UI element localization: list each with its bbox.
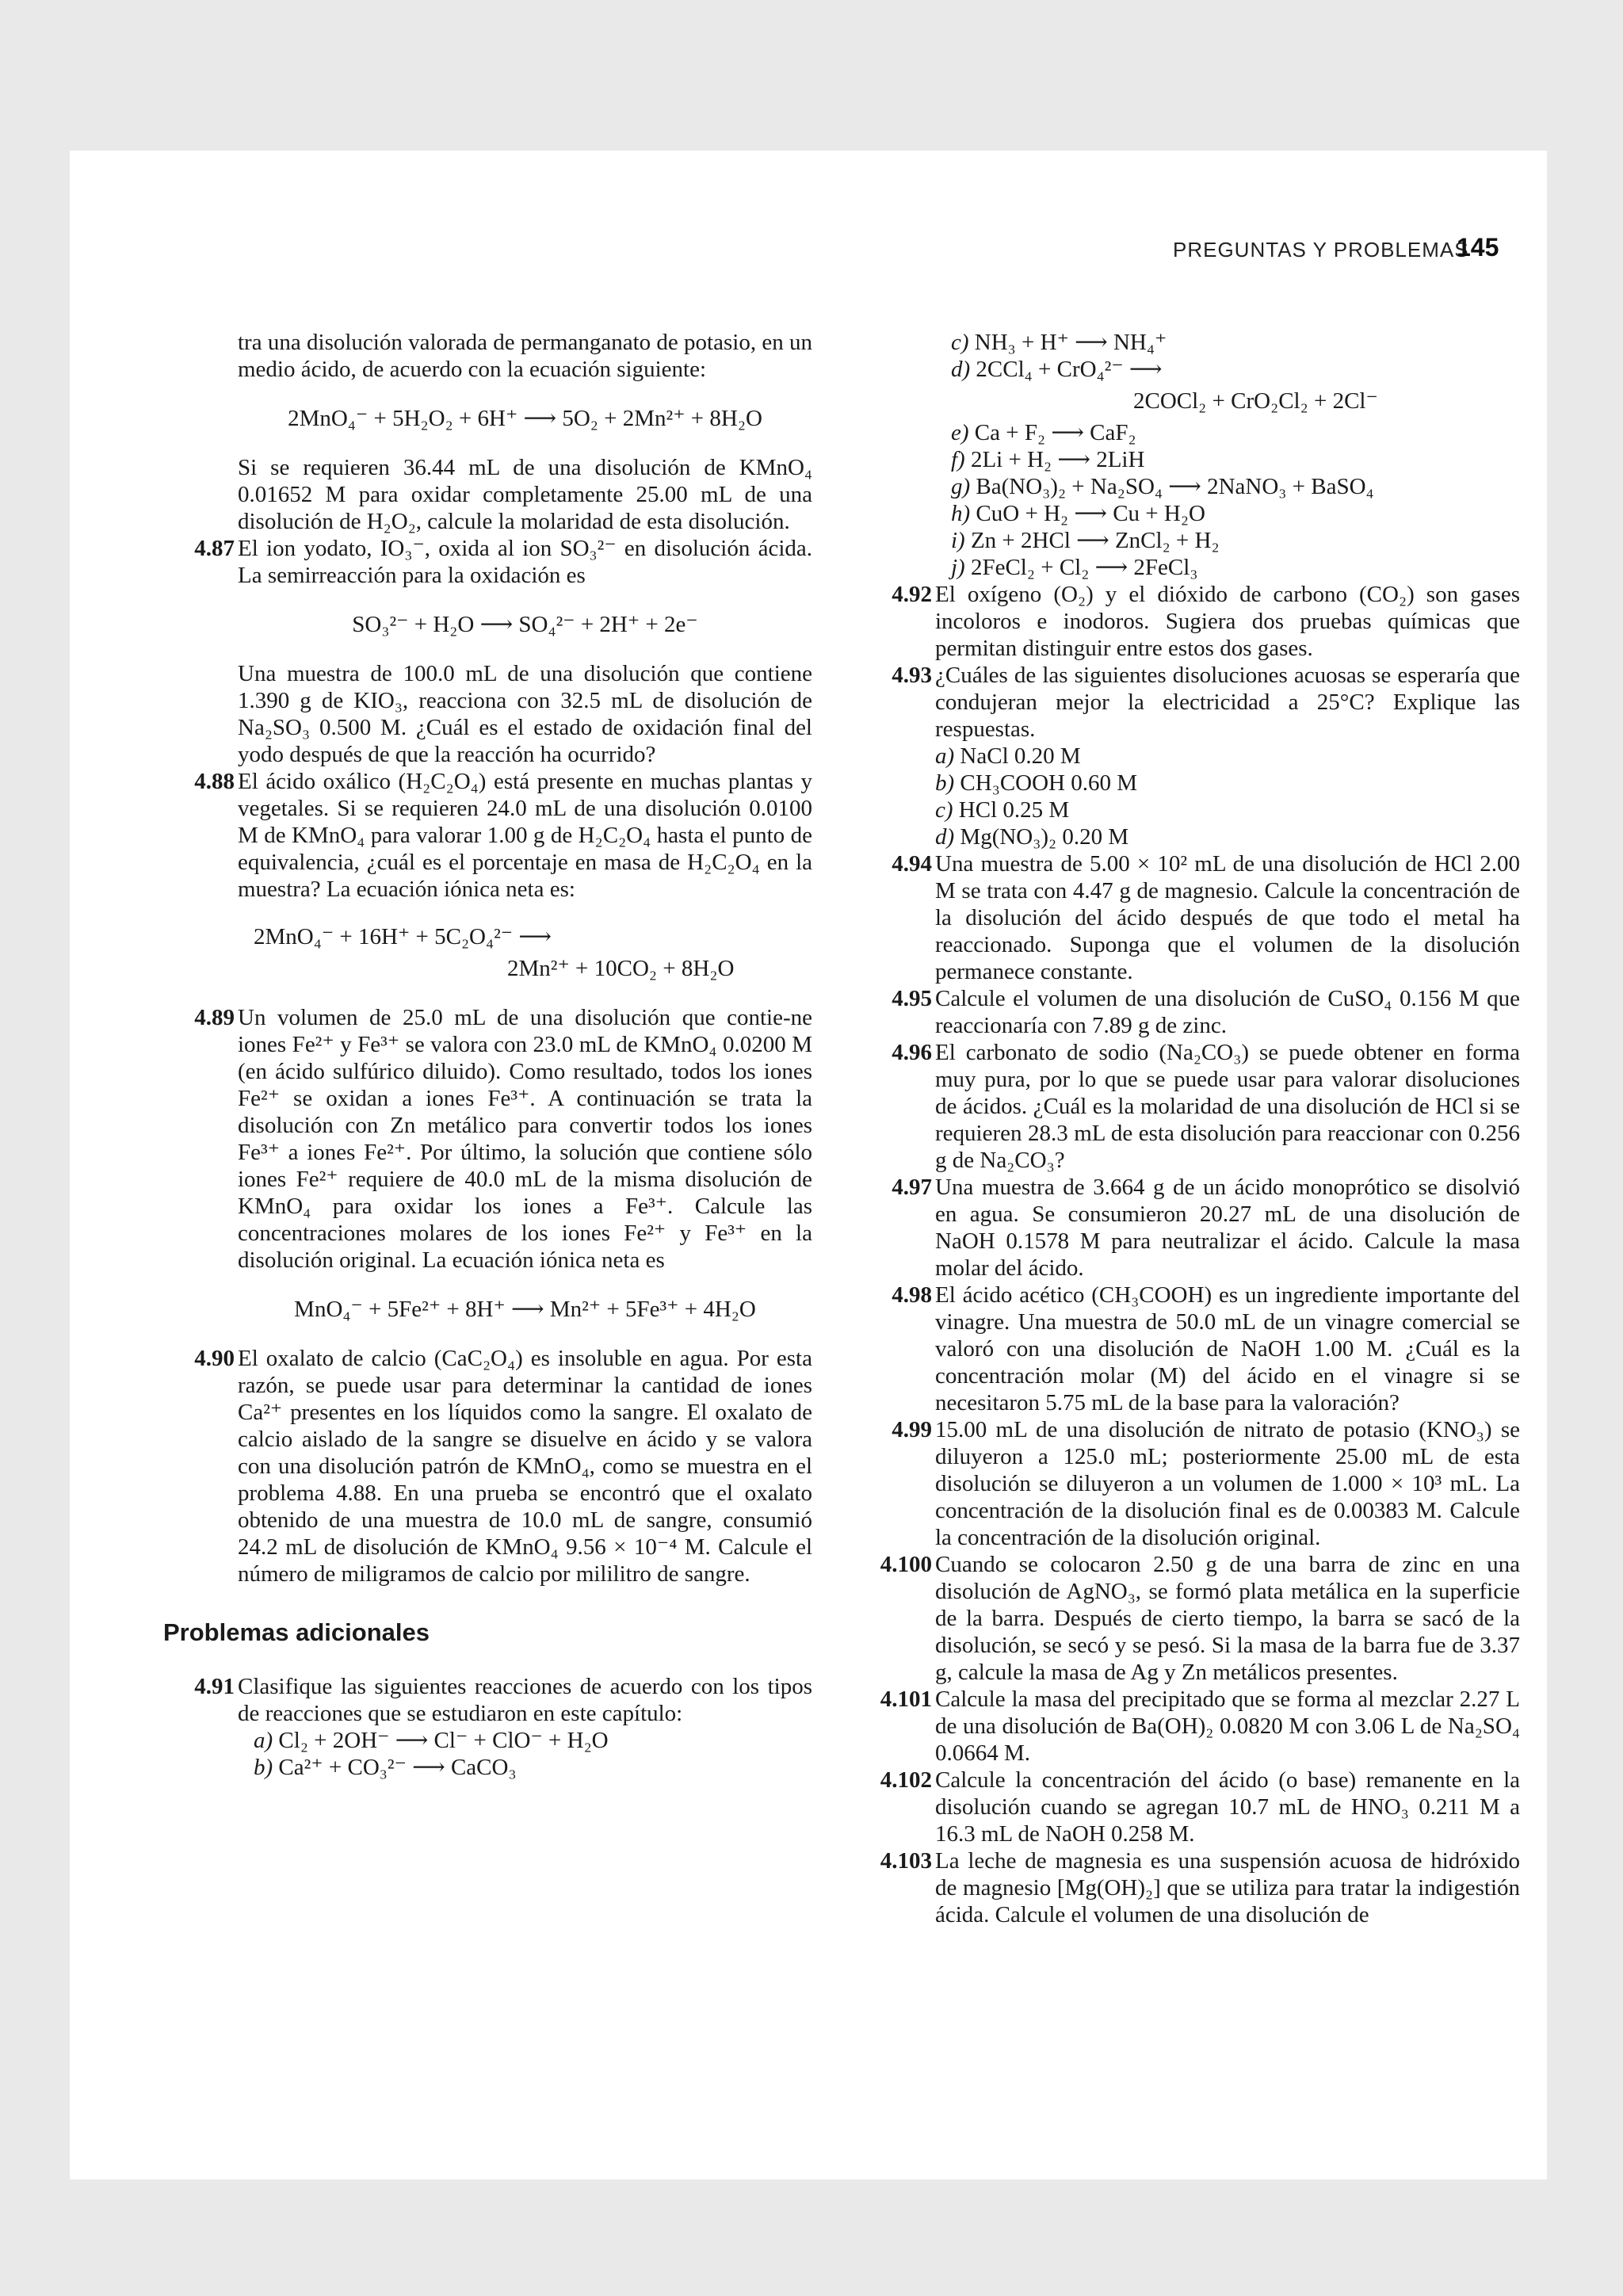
intro-text: tra una disolución valorada de permanganato de potasio, en un medio ácido, de acuerdo con la ecuación siguiente: <box>238 330 812 382</box>
intro-continuation: Si se requieren 36.44 mL de una disolución de KMnO₄ 0.01652 M para oxidar completamente 25.00 mL de una disolución de H₂O₂, calcule la molaridad de esta disolución. <box>238 455 812 534</box>
problem-4-87-equation: SO₃²⁻ + H₂O ⟶ SO₄²⁻ + 2H⁺ + 2e⁻ <box>352 612 698 637</box>
problem-text: Una muestra de 3.664 g de un ácido monoprótico se disolvió en agua. Se consumieron 20.27 mL de una disolución de NaOH 0.1578 M para neutralizar el ácido. Calcule la masa molar del ácido. <box>935 1175 1520 1281</box>
problem-text: ¿Cuáles de las siguientes disoluciones acuosas se esperaría que condujeran mejor la electricidad a 25°C? Explique las respuestas. <box>935 663 1520 742</box>
item-label: g) <box>951 474 971 499</box>
item-j <box>951 554 1520 581</box>
problem-text: Calcule la masa del precipitado que se forma al mezclar 2.27 L de una disolución de Ba(OH)₂ 0.0820 M con 3.06 L de Na₂SO₄ 0.0664 M. <box>935 1687 1520 1766</box>
item-d <box>951 356 1520 383</box>
problem-4-92 <box>892 581 1520 662</box>
item-label: a) <box>935 743 955 769</box>
running-title: PREGUNTAS Y PROBLEMAS <box>1173 238 1469 262</box>
problem-number: 4.97 <box>892 1175 932 1200</box>
problem-number: 4.94 <box>892 851 932 877</box>
item-label: a) <box>254 1728 273 1753</box>
problem-text: El oxalato de calcio (CaC₂O₄) es insoluble en agua. Por esta razón, se puede usar para determinar la cantidad de iones Ca²⁺ presentes en los líquidos como la sangre. El oxalato de calcio aislado de la sangre se disuelve en ácido y se valora con una disolución patrón de KMnO₄, como se muestra en el problema 4.88. En una prueba se encontró que el oxalato obtenido de una muestra de 10.0 mL de sangre, consumió 24.2 mL de disolución de KMnO₄ 9.56 × 10⁻⁴ M. Calcule el número de miligramos de calcio por mililitro de sangre. <box>238 1346 812 1587</box>
problem-number: 4.91 <box>194 1674 235 1699</box>
item-label: c) <box>935 797 953 823</box>
item-g <box>951 473 1520 500</box>
right-column <box>872 329 1520 1928</box>
problem-number: 4.90 <box>194 1346 235 1371</box>
problem-4-100 <box>880 1551 1520 1686</box>
problem-text: Un volumen de 25.0 mL de una disolución que contie-ne iones Fe²⁺ y Fe³⁺ se valora con 23.0 mL de KMnO₄ 0.0200 M (en ácido sulfúrico diluido). Como resultado, todos los iones Fe²⁺ se oxidan a iones Fe³⁺. A continuación se trata la disolución con Zn metálico para convertir todos los iones Fe³⁺ a iones Fe²⁺. Por último, la solución que contiene sólo iones Fe²⁺ requiere de 40.0 mL de la misma disolución de KMnO₄ para oxidar los iones a Fe³⁺. Calcule las concentraciones molares de los iones Fe²⁺ y Fe³⁺ en la disolución original. La ecuación iónica neta es <box>238 1005 812 1273</box>
problem-number: 4.93 <box>892 663 932 688</box>
problem-number: 4.102 <box>880 1767 932 1793</box>
problem-text: Calcule el volumen de una disolución de CuSO₄ 0.156 M que reaccionaría con 7.89 g de zinc. <box>935 986 1520 1038</box>
problem-text: El ácido acético (CH₃COOH) es un ingrediente importante del vinagre. Una muestra de 50.0 mL de un vinagre comercial se valoró con una disolución de NaOH 1.00 M. ¿Cuál es la concentración molar (M) del ácido en el vinagre si se necesitaron 5.75 mL de la base para la valoración? <box>935 1282 1520 1415</box>
problem-number: 4.87 <box>194 536 235 561</box>
item-text: Ba(NO₃)₂ + Na₂SO₄ ⟶ 2NaNO₃ + BaSO₄ <box>976 474 1374 499</box>
item-e <box>951 419 1520 446</box>
problem-number: 4.96 <box>892 1040 932 1065</box>
item-text: 2FeCl₂ + Cl₂ ⟶ 2FeCl₃ <box>970 555 1198 580</box>
item-text: Cl₂ + 2OH⁻ ⟶ Cl⁻ + ClO⁻ + H₂O <box>278 1728 609 1753</box>
problem-4-101 <box>880 1686 1520 1767</box>
section-title: Problemas adicionales <box>163 1618 430 1646</box>
problem-4-89-equation: MnO₄⁻ + 5Fe²⁺ + 8H⁺ ⟶ Mn²⁺ + 5Fe³⁺ + 4H₂O <box>294 1297 756 1322</box>
item-text: Ca + F₂ ⟶ CaF₂ <box>974 420 1136 445</box>
problem-number: 4.92 <box>892 582 932 607</box>
item-text: HCl 0.25 M <box>958 797 1070 823</box>
item-label: e) <box>951 420 969 445</box>
problem-text: El oxígeno (O₂) y el dióxido de carbono (CO₂) son gases incoloros e inodoros. Sugiera dos pruebas químicas que permitan distinguir entre estos dos gases. <box>935 582 1520 661</box>
problem-text: El carbonato de sodio (Na₂CO₃) se puede obtener en forma muy pura, por lo que se puede usar para valorar disoluciones de ácidos. ¿Cuál es la molaridad de una disolución de HCl si se requieren 28.3 mL de esta disolución para reaccionar con 0.256 g de Na₂CO₃? <box>935 1040 1520 1173</box>
problem-4-93 <box>892 662 1520 743</box>
item-label: b) <box>935 770 955 796</box>
item-a <box>935 743 1520 770</box>
problem-4-99 <box>892 1416 1520 1551</box>
item-f <box>951 446 1520 473</box>
problem-number: 4.101 <box>880 1687 932 1712</box>
item-i <box>951 527 1520 554</box>
page-number: 145 <box>1457 233 1499 262</box>
item-label: h) <box>951 501 971 526</box>
problem-number: 4.103 <box>880 1848 932 1874</box>
problem-text: La leche de magnesia es una suspensión acuosa de hidróxido de magnesio [Mg(OH)₂] que se utiliza para tratar la indigestión ácida. Calcule el volumen de una disolución de <box>935 1848 1520 1927</box>
item-text: CH₃COOH 0.60 M <box>960 770 1138 796</box>
item-text: Ca²⁺ + CO₃²⁻ ⟶ CaCO₃ <box>278 1755 517 1780</box>
problem-text: Clasifique las siguientes reacciones de acuerdo con los tipos de reacciones que se estudiaron en este capítulo: <box>238 1674 812 1726</box>
item-d-continuation: 2COCl₂ + CrO₂Cl₂ + 2Cl⁻ <box>1133 388 1378 414</box>
item-label: i) <box>951 528 965 553</box>
item-label: d) <box>951 357 971 382</box>
problem-number: 4.95 <box>892 986 932 1011</box>
item-text: 2CCl₄ + CrO₄²⁻ ⟶ <box>976 357 1163 382</box>
item-label: f) <box>951 447 965 472</box>
intro-equation: 2MnO₄⁻ + 5H₂O₂ + 6H⁺ ⟶ 5O₂ + 2Mn²⁺ + 8H₂O <box>288 406 762 431</box>
item-h <box>951 500 1520 527</box>
item-b <box>935 770 1520 797</box>
item-label: j) <box>951 555 965 580</box>
item-c <box>935 797 1520 823</box>
problem-number: 4.100 <box>880 1552 932 1577</box>
problem-4-96 <box>892 1039 1520 1174</box>
item-c <box>951 329 1520 356</box>
problem-4-98 <box>892 1282 1520 1416</box>
problem-4-97 <box>892 1174 1520 1282</box>
problem-4-95 <box>892 985 1520 1039</box>
problem-number: 4.89 <box>194 1005 235 1030</box>
problem-4-103 <box>880 1847 1520 1928</box>
problem-text: Calcule la concentración del ácido (o base) remanente en la disolución cuando se agregan 10.7 mL de HNO₃ 0.211 M a 16.3 mL de NaOH 0.258 M. <box>935 1767 1520 1847</box>
item-label: c) <box>951 330 969 355</box>
left-column <box>163 329 812 1781</box>
problem-4-94 <box>892 850 1520 985</box>
item-label: b) <box>254 1755 273 1780</box>
item-d <box>935 823 1520 850</box>
item-text: NaCl 0.20 M <box>960 743 1081 769</box>
problem-number: 4.99 <box>892 1417 932 1442</box>
item-a <box>254 1727 812 1754</box>
problem-text: 15.00 mL de una disolución de nitrato de potasio (KNO₃) se diluyeron a 125.0 mL; posteriormente 25.00 mL de esta disolución se diluyeron a un volumen de 1.000 × 10³ mL. La concentración de la disolución final es de 0.00383 M. Calcule la concentración de la disolución original. <box>935 1417 1520 1550</box>
item-text: Mg(NO₃)₂ 0.20 M <box>960 824 1129 850</box>
problem-4-87-continuation: Una muestra de 100.0 mL de una disolución que contiene 1.390 g de KIO₃, reacciona con 32.5 mL de disolución de Na₂SO₃ 0.500 M. ¿Cuál es el estado de oxidación final del yodo después de que la reacción ha ocurrido? <box>238 661 812 767</box>
problem-text: Una muestra de 5.00 × 10² mL de una disolución de HCl 2.00 M se trata con 4.47 g de magnesio. Calcule la concentración de la disolución del ácido después de que todo el metal ha reaccionado. Suponga que el volumen de la disolución permanece constante. <box>935 851 1520 984</box>
item-text: Zn + 2HCl ⟶ ZnCl₂ + H₂ <box>970 528 1220 553</box>
item-label: d) <box>935 824 955 850</box>
problem-4-87 <box>194 535 812 589</box>
problem-4-88-equation-line2: 2Mn²⁺ + 10CO₂ + 8H₂O <box>507 956 735 981</box>
problem-number: 4.98 <box>892 1282 932 1308</box>
item-text: CuO + H₂ ⟶ Cu + H₂O <box>976 501 1205 526</box>
problem-4-89 <box>194 1004 812 1274</box>
problem-text: Cuando se colocaron 2.50 g de una barra de zinc en una disolución de AgNO₃, se formó plata metálica en la superficie de la barra. Después de cierto tiempo, la barra se sacó de la disolución, se secó y se pesó. Si la masa de la barra fue de 3.37 g, calcule la masa de Ag y Zn metálicos presentes. <box>935 1552 1520 1685</box>
item-b <box>254 1754 812 1781</box>
problem-text: El ion yodato, IO₃⁻, oxida al ion SO₃²⁻ en disolución ácida. La semirreacción para la oxidación es <box>238 536 812 588</box>
problem-4-90 <box>194 1345 812 1587</box>
item-text: NH₃ + H⁺ ⟶ NH₄⁺ <box>974 330 1167 355</box>
problem-text: El ácido oxálico (H₂C₂O₄) está presente en muchas plantas y vegetales. Si se requieren 24.0 mL de una disolución 0.0100 M de KMnO₄ para valorar 1.00 g de H₂C₂O₄ hasta el punto de equivalencia, ¿cuál es el porcentaje en masa de H₂C₂O₄ en la muestra? La ecuación iónica neta es: <box>238 769 812 902</box>
problem-4-102 <box>880 1767 1520 1847</box>
problem-4-88 <box>194 768 812 903</box>
problem-number: 4.88 <box>194 769 235 794</box>
problem-4-91 <box>194 1673 812 1727</box>
item-text: 2Li + H₂ ⟶ 2LiH <box>970 447 1145 472</box>
problem-4-88-equation-line1: 2MnO₄⁻ + 16H⁺ + 5C₂O₄²⁻ ⟶ <box>254 924 552 949</box>
